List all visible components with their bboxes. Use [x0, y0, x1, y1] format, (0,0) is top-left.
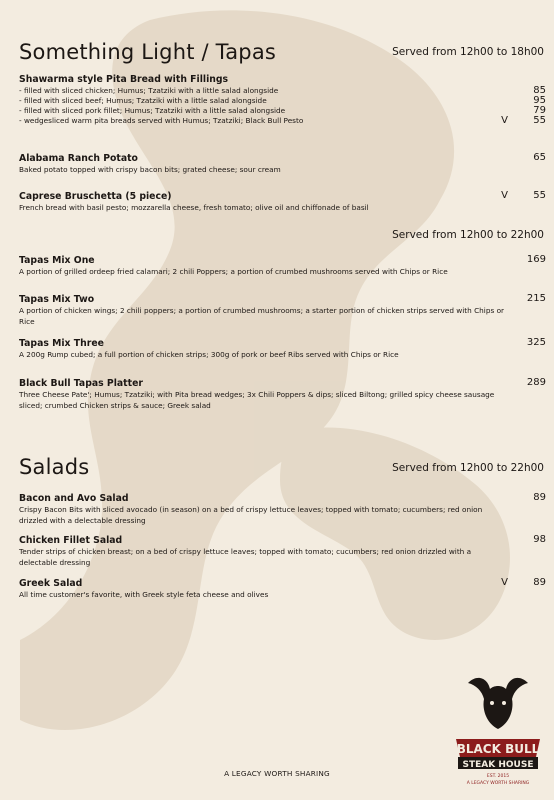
- item-name: Tapas Mix Three: [19, 338, 104, 349]
- item-price: 79: [533, 105, 546, 116]
- item-price: 89: [533, 577, 546, 588]
- item-name: Chicken Fillet Salad: [19, 535, 123, 546]
- served-hours-tapas-mix: Served from 12h00 to 22h00: [392, 229, 544, 241]
- item-name: Greek Salad: [19, 578, 83, 589]
- item-price: 55: [533, 190, 546, 201]
- sub-item-beef: [19, 96, 546, 106]
- item-name: Bacon and Avo Salad: [19, 493, 129, 504]
- menu-item-tapas-mix-two: [19, 293, 546, 327]
- item-price: 65: [533, 152, 546, 163]
- item-name: Tapas Mix Two: [19, 294, 95, 305]
- menu-item-alabama-ranch-potato: [19, 152, 546, 176]
- vegetarian-marker: V: [501, 115, 508, 126]
- item-price: 95: [533, 95, 546, 106]
- sub-item-chicken: [19, 86, 546, 96]
- item-description: All time customer's favorite, with Greek style feta cheese and olives: [19, 590, 269, 599]
- logo-subtitle: STEAK HOUSE: [462, 760, 534, 770]
- item-price: 169: [526, 254, 546, 265]
- menu-item-greek-salad: [19, 577, 546, 601]
- served-hours-salads: Served from 12h00 to 22h00: [392, 462, 544, 474]
- item-price: 289: [526, 377, 546, 388]
- vegetarian-marker: V: [501, 190, 508, 201]
- item-description: Crispy Bacon Bits with sliced avocado (in season) on a bed of crispy lettuce leaves; topped with tomato; cucumbers; red onion drizzled with a delectable dressing: [19, 505, 483, 525]
- item-price: 215: [526, 293, 546, 304]
- item-name: Black Bull Tapas Platter: [19, 378, 143, 389]
- section-title-tapas: Something Light / Tapas: [19, 40, 277, 64]
- item-description: A portion of grilled ordeep fried calamari; 2 chili Poppers; a portion of crumbed mushrooms served with Chips or Rice: [19, 267, 448, 276]
- item-price: 98: [533, 534, 546, 545]
- item-name: Tapas Mix One: [19, 255, 95, 266]
- served-hours-tapas: Served from 12h00 to 18h00: [392, 46, 544, 58]
- footer-tagline: A LEGACY WORTH SHARING: [224, 769, 330, 778]
- sub-item-desc: - filled with sliced beef; Humus; Tzatziki with a little salad alongside: [19, 96, 267, 105]
- sub-item-pita: [19, 116, 546, 126]
- vegetarian-marker: V: [501, 577, 508, 588]
- bull-head-icon: [468, 678, 528, 729]
- sub-item-pork: [19, 106, 546, 116]
- menu-item-tapas-mix-one: [19, 254, 546, 278]
- item-name: Caprese Bruschetta (5 piece): [19, 191, 172, 202]
- logo-tagline: A LEGACY WORTH SHARING: [466, 781, 530, 786]
- menu-item-bacon-avo-salad: [19, 492, 546, 526]
- menu-item-chicken-fillet-salad: [19, 534, 546, 568]
- item-price: 325: [526, 337, 546, 348]
- sub-item-desc: - wedgesliced warm pita breads served with Humus; Tzatziki; Black Bull Pesto: [19, 116, 304, 125]
- item-price: 55: [533, 115, 546, 126]
- logo-wordmark: BLACK BULL: [456, 742, 540, 756]
- item-description: Three Cheese Pate'; Humus; Tzatziki; with Pita bread wedges; 3x Chili Poppers & dips; sliced Biltong; grilled spicy cheese sausage sliced; crumbed Chicken strips & sauce; Greek salad: [19, 390, 495, 410]
- menu-item-shawarma: [19, 73, 546, 126]
- item-description: A portion of chicken wings; 2 chili poppers; a portion of crumbed mushrooms; a starter portion of chicken strips served with Chips or Rice: [19, 306, 505, 326]
- menu-item-caprese-bruschetta: [19, 190, 546, 214]
- item-description: Baked potato topped with crispy bacon bits; grated cheese; sour cream: [19, 165, 281, 174]
- item-description: Tender strips of chicken breast; on a bed of crispy lettuce leaves; topped with tomato; cucumbers; red onion drizzled with a delectable dressing: [19, 547, 472, 567]
- sub-item-desc: - filled with sliced pork fillet; Humus; Tzatziki with a little salad alongside: [19, 106, 286, 115]
- section-title-salads: Salads: [19, 455, 90, 479]
- item-description: French bread with basil pesto; mozzarella cheese, fresh tomato; olive oil and chiffonade of basil: [19, 203, 369, 212]
- menu-item-black-bull-tapas-platter: [19, 377, 546, 411]
- item-name: Alabama Ranch Potato: [19, 153, 138, 164]
- item-name: Shawarma style Pita Bread with Fillings: [19, 74, 229, 85]
- menu-item-tapas-mix-three: [19, 337, 546, 361]
- item-price: 89: [533, 492, 546, 503]
- item-price: 85: [533, 85, 546, 96]
- item-description: A 200g Rump cubed; a full portion of chicken strips; 300g of pork or beef Ribs served with Chips or Rice: [19, 350, 399, 359]
- logo-est: EST. 2015: [486, 774, 510, 779]
- sub-item-desc: - filled with sliced chicken; Humus; Tzatziki with a little salad alongside: [19, 86, 279, 95]
